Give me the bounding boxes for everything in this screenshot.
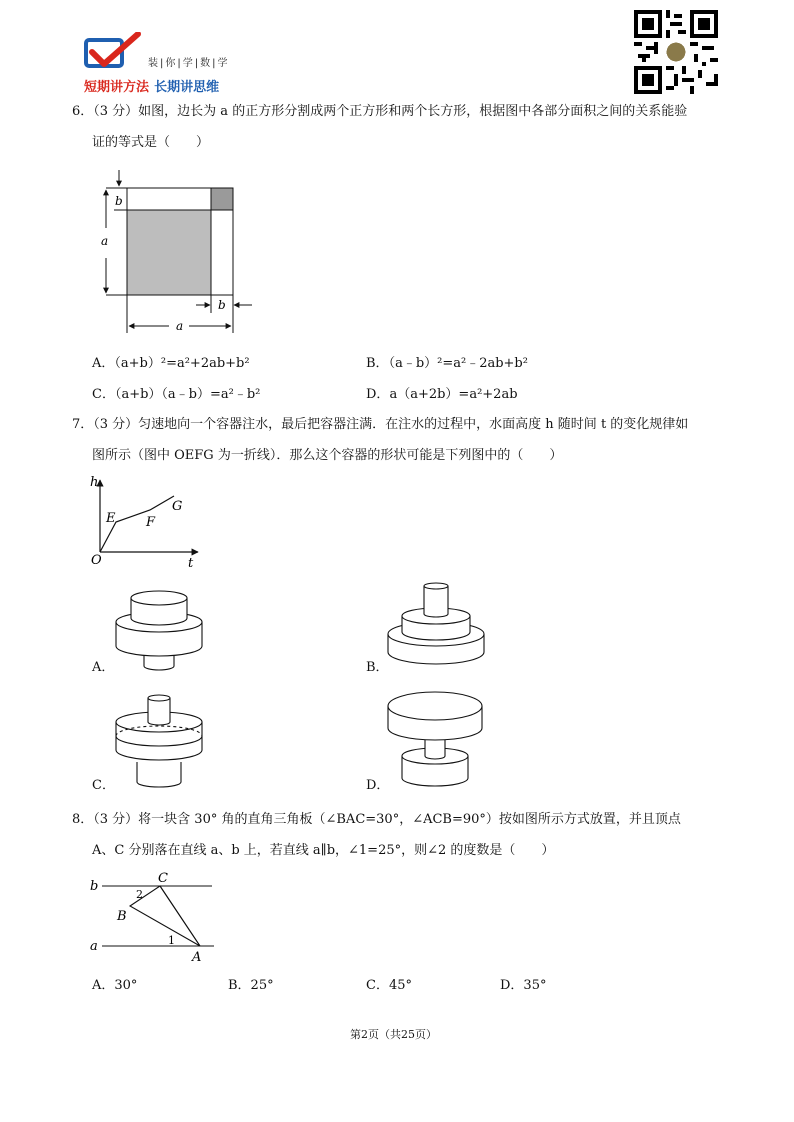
svg-text:F: F xyxy=(146,515,156,530)
q7-option-b[interactable]: B． xyxy=(366,660,389,675)
q7-option-a[interactable]: A． xyxy=(92,660,115,675)
svg-text:h: h xyxy=(90,475,99,490)
q8-stem-line2: A、C 分别落在直线 a、b 上，若直线 a∥b，∠1=25°，则∠2 的度数是（ ） xyxy=(92,843,555,858)
q7-height-time-graph xyxy=(86,472,216,572)
svg-text:b: b xyxy=(90,879,99,894)
q8-option-a[interactable]: A．30° xyxy=(92,978,138,993)
q7-container-b[interactable] xyxy=(382,580,492,670)
logo-slogan-red: 短期讲方法 xyxy=(84,80,150,95)
q8-option-c[interactable]: C．45° xyxy=(366,978,412,993)
q8-stem-line1: 8．（3 分）将一块含 30° 角的直角三角板（∠BAC=30°，∠ACB=90°）按如图所示方式放置，并且顶点 xyxy=(72,812,681,827)
q6-label-b-left: b xyxy=(115,194,123,208)
q6-option-c[interactable]: C．（a+b）（a﹣b）=a²﹣b² xyxy=(92,387,261,402)
logo-checkmark-icon xyxy=(84,32,144,76)
q6-square-figure xyxy=(84,168,264,338)
q6-stem-line1: 6．（3 分）如图，边长为 a 的正方形分割成两个正方形和两个长方形，根据图中各部分面积之间的关系能验 xyxy=(72,104,688,119)
q7-option-c[interactable]: C． xyxy=(92,778,115,793)
q6-option-d[interactable]: D．a（a+2b）=a²+2ab xyxy=(366,387,518,402)
q7-option-d[interactable]: D． xyxy=(366,778,390,793)
svg-text:1: 1 xyxy=(168,934,175,947)
q7-stem-line1: 7．（3 分）匀速地向一个容器注水，最后把容器注满．在注水的过程中，水面高度 h 随时间 t 的变化规律如 xyxy=(72,417,689,432)
page-number: 第2页（共25页） xyxy=(350,1028,437,1041)
svg-text:E: E xyxy=(106,511,116,526)
q6-label-b-bottom: b xyxy=(218,298,226,312)
svg-text:G: G xyxy=(172,499,183,514)
q8-option-b[interactable]: B．25° xyxy=(228,978,274,993)
logo-slogan-blue: 长期讲思维 xyxy=(154,80,220,95)
q8-triangle-figure xyxy=(84,870,224,970)
q6-stem-line2: 证的等式是（ ） xyxy=(92,135,210,150)
svg-text:B: B xyxy=(117,909,127,924)
q7-container-a[interactable] xyxy=(104,582,214,672)
q6-large-square-shaded xyxy=(127,210,211,295)
q6-label-a-bottom: a xyxy=(176,319,184,333)
q6-label-a-left: a xyxy=(101,234,109,248)
svg-text:2: 2 xyxy=(136,888,143,901)
logo xyxy=(84,32,284,96)
q7-container-c[interactable] xyxy=(104,692,214,792)
svg-text:A: A xyxy=(192,950,202,965)
svg-text:t: t xyxy=(188,556,194,571)
svg-text:O: O xyxy=(91,553,102,568)
q6-small-square-shaded xyxy=(211,188,233,210)
svg-text:a: a xyxy=(90,939,98,954)
q7-stem-line2: 图所示（图中 OEFG 为一折线）．那么这个容器的形状可能是下列图中的（ ） xyxy=(92,448,563,463)
qr-code xyxy=(634,10,718,94)
q6-option-a[interactable]: A．（a+b）²=a²+2ab+b² xyxy=(92,356,250,371)
q8-option-d[interactable]: D．35° xyxy=(500,978,547,993)
logo-tagline: 装|你|学|数|学 xyxy=(148,58,230,69)
q7-container-d[interactable] xyxy=(382,684,492,794)
svg-text:C: C xyxy=(158,871,168,886)
q6-option-b[interactable]: B．（a﹣b）²=a²﹣2ab+b² xyxy=(366,356,528,371)
